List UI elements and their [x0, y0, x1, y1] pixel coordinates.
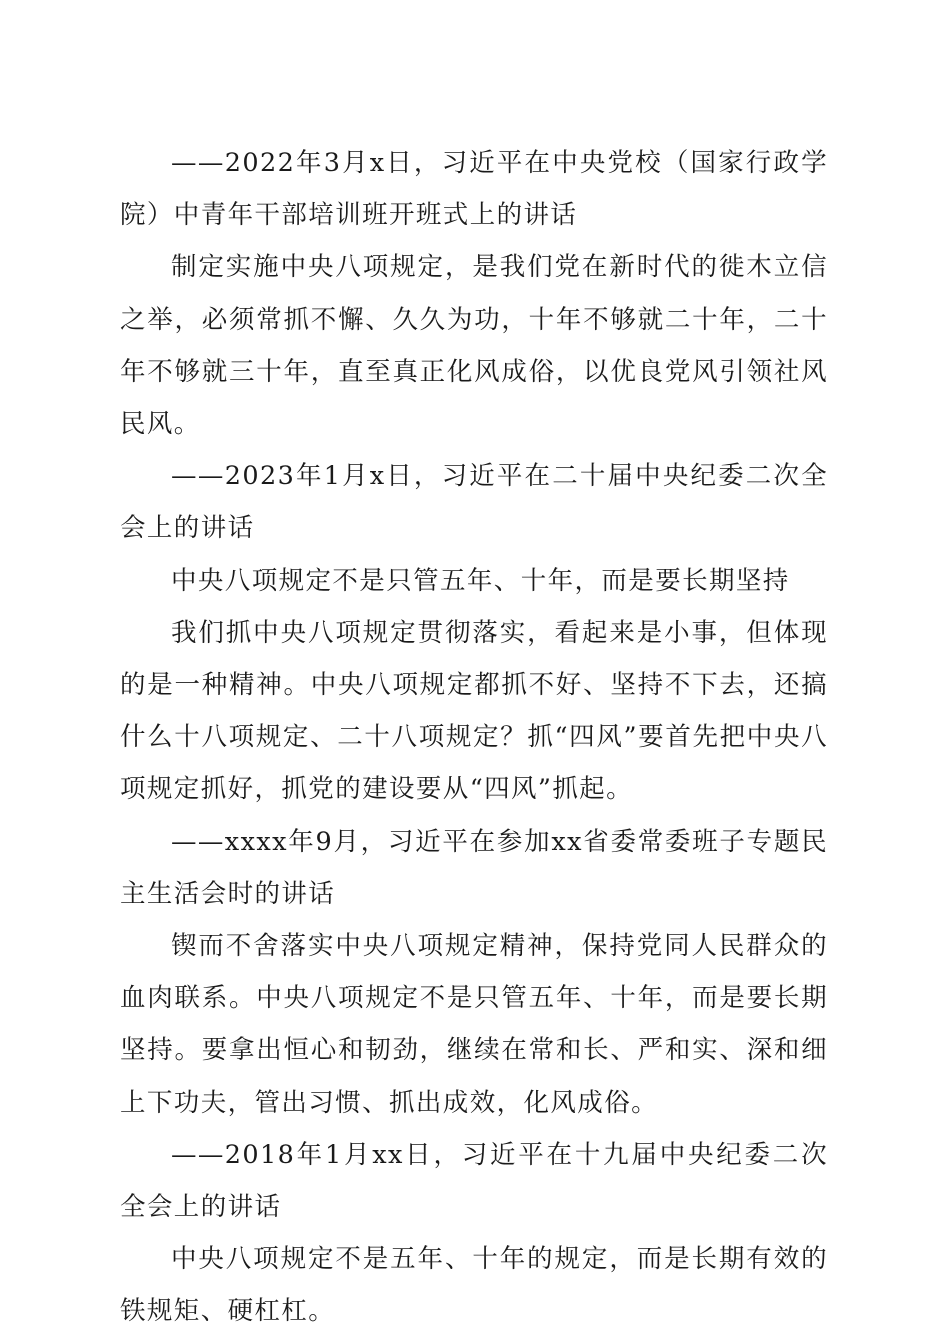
section-heading: 中央八项规定不是只管五年、十年，而是要长期坚持	[171, 565, 790, 596]
citation-2023-speech: ——2023年1月x日，习近平在二十届中央纪委二次全会上的讲话	[120, 461, 828, 544]
citation-xxxx-speech: ——xxxx年9月，习近平在参加xx省委常委班子专题民主生活会时的讲话	[120, 826, 828, 909]
citation-2022-speech: ——2022年3月x日，习近平在中央党校（国家行政学院）中青年干部培训班开班式上的讲话	[120, 148, 828, 231]
citation-2018-speech: ——2018年1月xx日，习近平在十九届中央纪委二次全会上的讲话	[120, 1139, 828, 1223]
body-paragraph: 我们抓中央八项规定贯彻落实，看起来是小事，但体现的是一种精神。中央八项规定都抓不好、坚持不下去，还搞什么十八项规定、二十八项规定？抓“四风”要首先把中央八项规定抓好，抓党的建设要从“四风”抓起。	[120, 617, 828, 805]
document-page	[120, 137, 828, 1338]
body-paragraph: 中央八项规定不是五年、十年的规定，而是长期有效的铁规矩、硬杠杠。	[120, 1244, 828, 1327]
body-paragraph: 锲而不舍落实中央八项规定精神，保持党同人民群众的血肉联系。中央八项规定不是只管五年、十年，而是要长期坚持。要拿出恒心和韧劲，继续在常和长、严和实、深和细上下功夫，管出习惯、抓出成效，化风成俗。	[120, 931, 828, 1118]
body-paragraph: 制定实施中央八项规定，是我们党在新时代的徙木立信之举，必须常抓不懈、久久为功，十年不够就二十年，二十年不够就三十年，直至真正化风成俗，以优良党风引领社风民风。	[120, 252, 828, 440]
